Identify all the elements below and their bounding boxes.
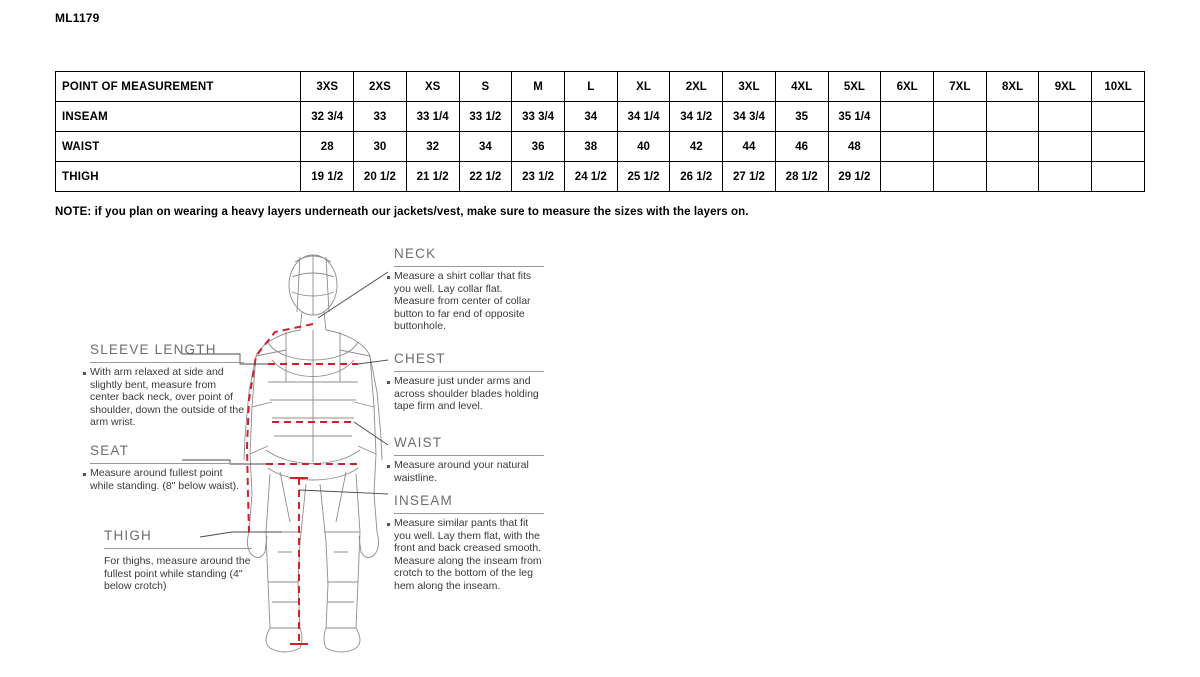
cell-inseam-5xl: 35 1/4 xyxy=(828,102,881,132)
callout-rule-waist xyxy=(394,455,544,456)
cell-thigh-l: 24 1/2 xyxy=(564,162,617,192)
callout-bullet-chest xyxy=(387,381,390,384)
callout-rule-sleeve-length xyxy=(90,362,244,363)
cell-thigh-5xl: 29 1/2 xyxy=(828,162,881,192)
callout-title-waist: WAIST xyxy=(394,435,443,450)
cell-inseam-3xs: 32 3/4 xyxy=(301,102,354,132)
cell-thigh-9xl xyxy=(1039,162,1092,192)
table-header-point-of-measurement: POINT OF MEASUREMENT xyxy=(56,72,301,102)
callout-rule-chest xyxy=(394,371,544,372)
callout-bullet-seat xyxy=(83,473,86,476)
table-header-size: 3XL xyxy=(723,72,776,102)
callout-rule-inseam xyxy=(394,513,544,514)
row-label-inseam: INSEAM xyxy=(56,102,301,132)
cell-inseam-6xl xyxy=(881,102,934,132)
cell-waist-l: 38 xyxy=(564,132,617,162)
row-label-thigh: THIGH xyxy=(56,162,301,192)
cell-inseam-3xl: 34 3/4 xyxy=(723,102,776,132)
cell-inseam-7xl xyxy=(933,102,986,132)
cell-inseam-10xl xyxy=(1092,102,1145,132)
table-header-size: 9XL xyxy=(1039,72,1092,102)
cell-inseam-s: 33 1/2 xyxy=(459,102,512,132)
cell-thigh-2xl: 26 1/2 xyxy=(670,162,723,192)
cell-waist-4xl: 46 xyxy=(775,132,828,162)
callout-body-inseam: Measure similar pants that fit you well. Lay them flat, with the front and back creased smooth. Measure along the inseam from crotch to the bottom of the leg hem along the inseam. xyxy=(394,517,542,592)
table-header-size: 2XL xyxy=(670,72,723,102)
table-header-size: 4XL xyxy=(775,72,828,102)
cell-inseam-2xs: 33 xyxy=(354,102,407,132)
callout-rule-neck xyxy=(394,266,544,267)
cell-thigh-8xl xyxy=(986,162,1039,192)
table-row xyxy=(56,102,1145,132)
callout-bullet-neck xyxy=(387,276,390,279)
callout-title-neck: NECK xyxy=(394,246,437,261)
callout-bullet-inseam xyxy=(387,523,390,526)
cell-waist-10xl xyxy=(1092,132,1145,162)
size-chart-table xyxy=(55,71,1145,192)
cell-thigh-6xl xyxy=(881,162,934,192)
cell-thigh-m: 23 1/2 xyxy=(512,162,565,192)
cell-waist-xs: 32 xyxy=(406,132,459,162)
page-title: ML1179 xyxy=(55,11,100,25)
cell-thigh-2xs: 20 1/2 xyxy=(354,162,407,192)
callout-title-seat: SEAT xyxy=(90,443,130,458)
cell-waist-7xl xyxy=(933,132,986,162)
table-header-size: XS xyxy=(406,72,459,102)
callout-title-inseam: INSEAM xyxy=(394,493,453,508)
table-header-size: 5XL xyxy=(828,72,881,102)
cell-thigh-xl: 25 1/2 xyxy=(617,162,670,192)
table-row xyxy=(56,132,1145,162)
cell-waist-8xl xyxy=(986,132,1039,162)
cell-thigh-xs: 21 1/2 xyxy=(406,162,459,192)
cell-inseam-4xl: 35 xyxy=(775,102,828,132)
callout-title-chest: CHEST xyxy=(394,351,446,366)
callout-body-sleeve-length: With arm relaxed at side and slightly bent, measure from center back neck, over point of shoulder, down the outside of the arm wrist. xyxy=(90,366,245,429)
cell-waist-2xl: 42 xyxy=(670,132,723,162)
cell-waist-m: 36 xyxy=(512,132,565,162)
callout-body-waist: Measure around your natural waistline. xyxy=(394,459,529,484)
cell-inseam-2xl: 34 1/2 xyxy=(670,102,723,132)
callout-title-sleeve-length: SLEEVE LENGTH xyxy=(90,342,217,357)
row-label-waist: WAIST xyxy=(56,132,301,162)
table-header-row xyxy=(56,72,1145,102)
cell-thigh-3xs: 19 1/2 xyxy=(301,162,354,192)
table-header-size: 10XL xyxy=(1092,72,1145,102)
table-header-size: M xyxy=(512,72,565,102)
cell-waist-s: 34 xyxy=(459,132,512,162)
table-header-size: 6XL xyxy=(881,72,934,102)
table-header-size: 8XL xyxy=(986,72,1039,102)
cell-inseam-l: 34 xyxy=(564,102,617,132)
cell-inseam-xs: 33 1/4 xyxy=(406,102,459,132)
callout-body-thigh: For thighs, measure around the fullest point while standing (4" below crotch) xyxy=(104,555,251,593)
cell-waist-2xs: 30 xyxy=(354,132,407,162)
callout-rule-seat xyxy=(90,463,244,464)
callout-title-thigh: THIGH xyxy=(104,528,152,543)
cell-thigh-7xl xyxy=(933,162,986,192)
cell-waist-6xl xyxy=(881,132,934,162)
callout-body-chest: Measure just under arms and across shoulder blades holding tape firm and level. xyxy=(394,375,539,413)
callout-body-seat: Measure around fullest point while standing. (8" below waist). xyxy=(90,467,240,492)
cell-waist-5xl: 48 xyxy=(828,132,881,162)
cell-waist-9xl xyxy=(1039,132,1092,162)
table-header-size: S xyxy=(459,72,512,102)
callout-body-neck: Measure a shirt collar that fits you well. Lay collar flat. Measure from center of collar button to far end of opposite buttonhole. xyxy=(394,270,532,333)
cell-thigh-10xl xyxy=(1092,162,1145,192)
callout-bullet-sleeve-length xyxy=(83,372,86,375)
measurement-figure-diagram xyxy=(0,232,1200,662)
cell-thigh-3xl: 27 1/2 xyxy=(723,162,776,192)
cell-thigh-s: 22 1/2 xyxy=(459,162,512,192)
cell-waist-xl: 40 xyxy=(617,132,670,162)
table-header-size: 3XS xyxy=(301,72,354,102)
table-header-size: 7XL xyxy=(933,72,986,102)
table-header-size: 2XS xyxy=(354,72,407,102)
mannequin-figure-icon xyxy=(0,232,1200,662)
measurement-note: NOTE: if you plan on wearing a heavy layers underneath our jackets/vest, make sure to measure the sizes with the layers on. xyxy=(55,206,749,218)
table-header-size: L xyxy=(564,72,617,102)
cell-inseam-m: 33 3/4 xyxy=(512,102,565,132)
table-header-size: XL xyxy=(617,72,670,102)
cell-inseam-8xl xyxy=(986,102,1039,132)
callout-rule-thigh xyxy=(104,548,252,549)
table-row xyxy=(56,162,1145,192)
cell-waist-3xl: 44 xyxy=(723,132,776,162)
cell-waist-3xs: 28 xyxy=(301,132,354,162)
callout-bullet-waist xyxy=(387,465,390,468)
cell-inseam-xl: 34 1/4 xyxy=(617,102,670,132)
cell-inseam-9xl xyxy=(1039,102,1092,132)
cell-thigh-4xl: 28 1/2 xyxy=(775,162,828,192)
